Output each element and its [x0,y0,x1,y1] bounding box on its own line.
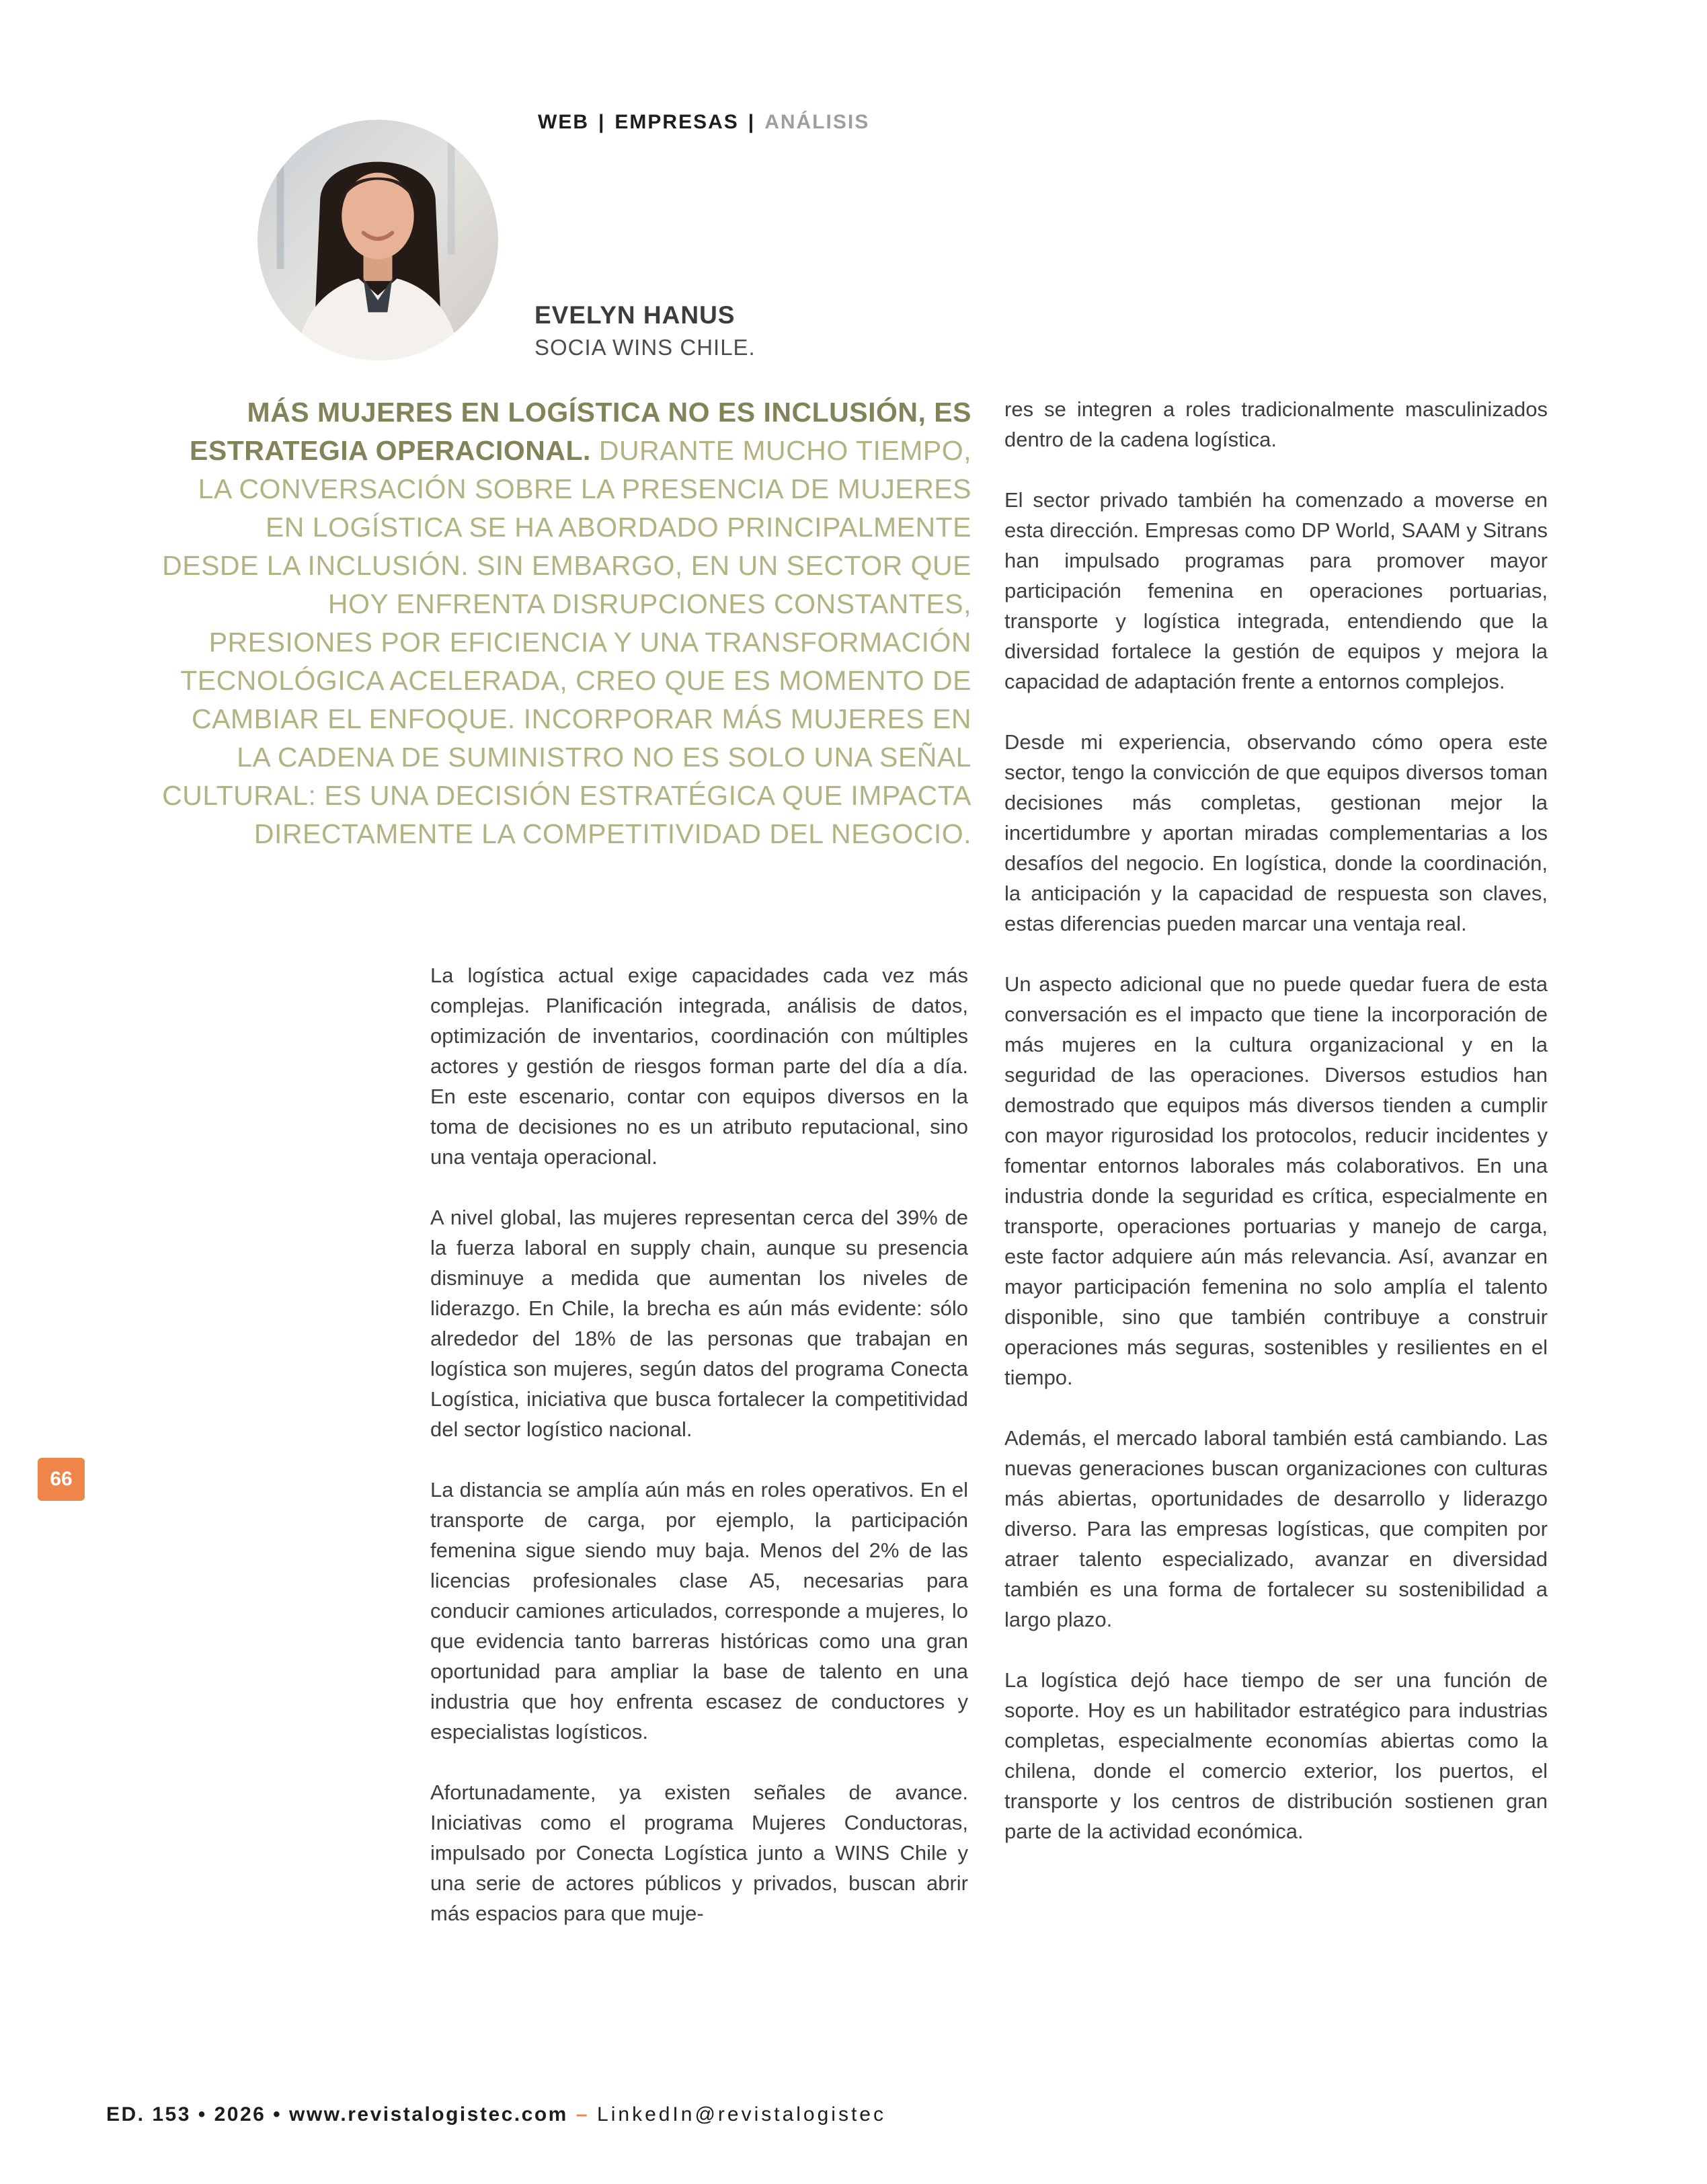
paragraph: A nivel global, las mujeres representan cerca del 39% de la fuerza laboral en supply chain, aunque su presencia disminuye a medida que aumentan los niveles de liderazgo. En Chile, la brecha es aún más evidente: sólo alrededor del 18% de las personas que trabajan en logística son mujeres, según datos del programa Conecta Logística, iniciativa que busca fortalecer la competitividad del sector logístico nacional. [430,1206,968,1441]
paragraph: res se integren a roles tradicionalmente masculinizados dentro de la cadena logística. [1004,397,1548,451]
paragraph: La distancia se amplía aún más en roles operativos. En el transporte de carga, por ejemplo, la participación femenina sigue siendo muy baja. Menos del 2% de las licencias profesionales clase A5, necesarias para conducir camiones articulados, corresponde a mujeres, lo que evidencia tanto barreras históricas como una gran oportunidad para ampliar la base de talento en una industria que hoy enfrenta escasez de conductores y especialistas logísticos. [430,1478,968,1744]
paragraph: La logística dejó hace tiempo de ser una función de soporte. Hoy es un habilitador estratégico para industrias completas, especialmente economías abiertas como la chilena, donde el comercio exterior, los puertos, el transporte y los centros de distribución sostienen gran parte de la actividad económica. [1004,1668,1548,1843]
breadcrumb-item-empresas: EMPRESAS [614,111,739,133]
page-number-badge: 66 [38,1458,85,1501]
lede-highlight: MÁS MUJERES EN LOGÍSTICA NO ES INCLUSIÓN, ES ESTRATEGIA OPERACIONAL. [190,397,971,466]
breadcrumb-separator: | [748,111,756,133]
author-name: EVELYN HANUS [534,301,736,329]
paragraph: El sector privado también ha comenzado a moverse en esta dirección. Empresas como DP World, SAAM y Sitrans han impulsado programas para promover mayor participación femenina en operaciones portuarias, transporte y logística integrada, entendiendo que la diversidad fortalece la gestión de equipos y mejora la capacidad de adaptación frente a entornos complejos. [1004,488,1548,693]
footer-dash: – [575,2103,590,2126]
portrait-illustration [257,120,498,360]
paragraph: Además, el mercado laboral también está cambiando. Las nuevas generaciones buscan organizaciones con culturas más abiertas, oportunidades de desarrollo y liderazgo diverso. Para las empresas logísticas, que compiten por atraer talento especializado, avanzar en diversidad también es una forma de fortalecer su sostenibilidad a largo plazo. [1004,1426,1548,1631]
breadcrumb [538,111,869,134]
lede-pull-quote [161,393,971,853]
breadcrumb-separator: | [598,111,606,133]
article-right-column [1004,394,1548,1877]
article-left-column [430,960,968,1959]
paragraph: La logística actual exige capacidades cada vez más complejas. Planificación integrada, análisis de datos, optimización de inventarios, coordinación con múltiples actores y gestión de riesgos forman parte del día a día. En este escenario, contar con equipos diversos en la toma de decisiones no es un atributo reputacional, sino una ventaja operacional. [430,964,968,1169]
author-portrait-photo [257,120,498,360]
footer-linkedin: LinkedIn@revistalogistec [597,2103,886,2126]
paragraph: Afortunadamente, ya existen señales de avance. Iniciativas como el programa Mujeres Conductoras, impulsado por Conecta Logística junto a WINS Chile y una serie de actores públicos y privados, buscan abrir más espacios para que muje- [430,1781,968,1925]
breadcrumb-item-analisis: ANÁLISIS [764,111,870,133]
breadcrumb-item-web: WEB [538,111,589,133]
author-title: SOCIA WINS CHILE. [534,335,756,360]
footer-edition-and-website: ED. 153 • 2026 • www.revistalogistec.com [106,2103,568,2126]
paragraph: Un aspecto adicional que no puede quedar fuera de esta conversación es el impacto que tiene la incorporación de más mujeres en la cultura organizacional y en la seguridad de las operaciones. Diversos estudios han demostrado que equipos más diversos tienden a cumplir con mayor rigurosidad los protocolos, reducir incidentes y fomentar entornos laborales más colaborativos. En una industria donde la seguridad es crítica, especialmente en transporte, operaciones portuarias y manejo de carga, este factor adquiere aún más relevancia. Así, avanzar en mayor participación femenina no solo amplía el talento disponible, sino que también contribuye a construir operaciones más seguras, sostenibles y resilientes en el tiempo. [1004,972,1548,1389]
paragraph: Desde mi experiencia, observando cómo opera este sector, tengo la convicción de que equipos diversos toman decisiones más completas, gestionan mejor la incertidumbre y aportan miradas complementarias a los desafíos del negocio. En logística, donde la coordinación, la anticipación y la capacidad de respuesta son claves, estas diferencias pueden marcar una ventaja real. [1004,730,1548,935]
author-block [534,301,756,360]
lede-rest: DURANTE MUCHO TIEMPO, LA CONVERSACIÓN SOBRE LA PRESENCIA DE MUJERES EN LOGÍSTICA SE HA ABORDADO PRINCIPALMENTE DESDE LA INCLUSIÓN. SIN EMBARGO, EN UN SECTOR QUE HOY ENFRENTA DISRUPCIONES CONSTANTES, PRESIONES POR EFICIENCIA Y UNA TRANSFORMACIÓN TECNOLÓGICA ACELERADA, CREO QUE ES MOMENTO DE CAMBIAR EL ENFOQUE. INCORPORAR MÁS MUJERES EN LA CADENA DE SUMINISTRO NO ES SOLO UNA SEÑAL CULTURAL: ES UNA DECISIÓN ESTRATÉGICA QUE IMPACTA DIRECTAMENTE LA COMPETITIVIDAD DEL NEGOCIO. [162,435,971,849]
page-footer [106,2103,886,2126]
